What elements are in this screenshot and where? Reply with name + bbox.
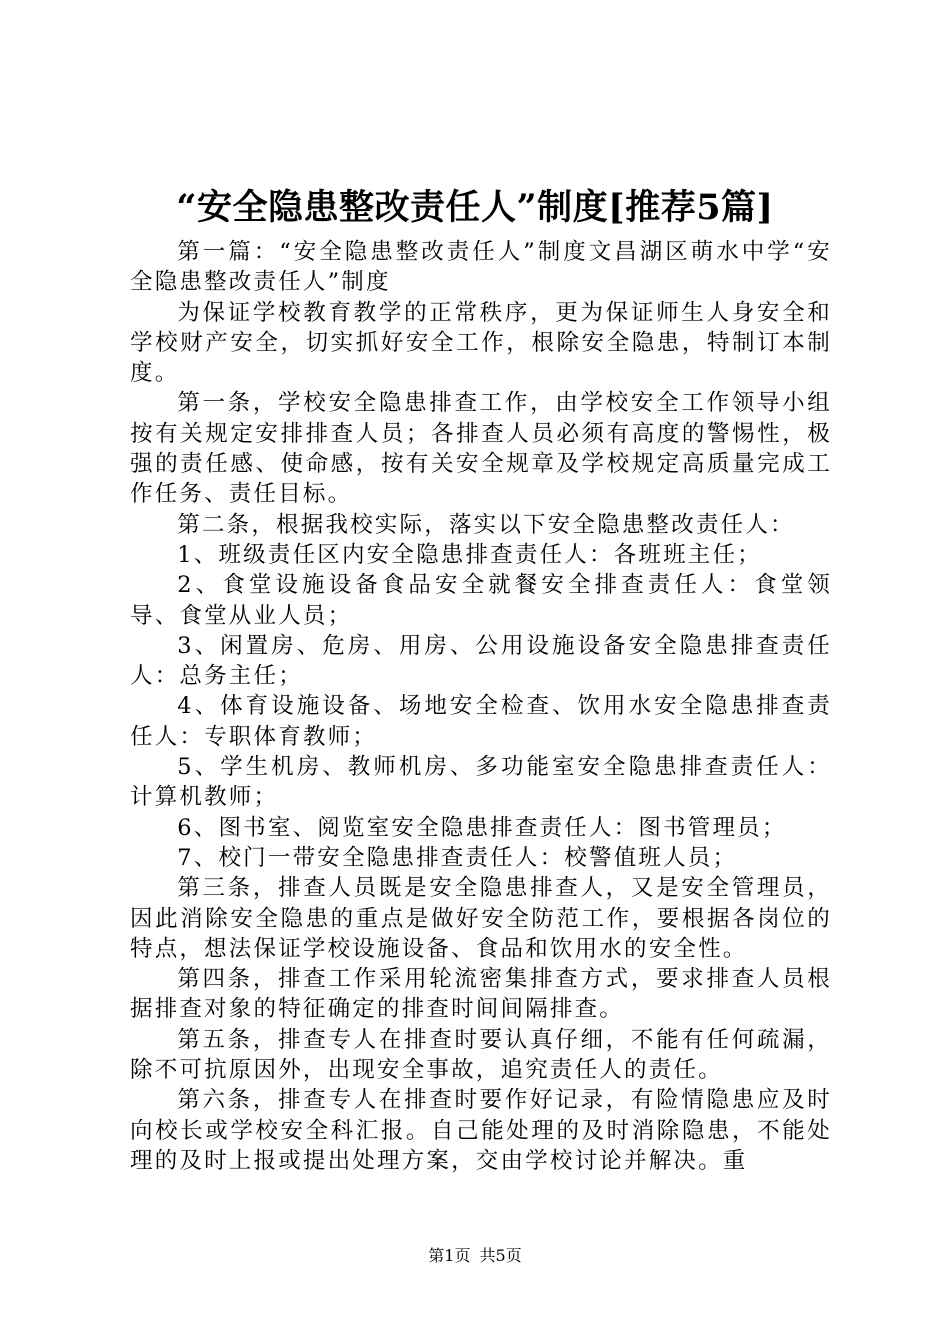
paragraph: 第一条，学校安全隐患排查工作，由学校安全工作领导小组按有关规定安排排查人员；各排查人员必须有高度的警惕性，极强的责任感、使命感，按有关安全规章及学校规定高质量完成工作任务、责任目标。 xyxy=(130,390,832,508)
document-body xyxy=(130,237,832,1176)
paragraph: 4、体育设施设备、场地安全检查、饮用水安全隐患排查责任人：专职体育教师； xyxy=(130,693,832,750)
paragraph: 6、图书室、阅览室安全隐患排查责任人：图书管理员； xyxy=(177,814,787,841)
paragraph: 5、学生机房、教师机房、多功能室安全隐患排查责任人：计算机教师； xyxy=(130,754,832,811)
paragraph: 2、食堂设施设备食品安全就餐安全排查责任人：食堂领导、食堂从业人员； xyxy=(130,572,832,629)
paragraph: 为保证学校教育教学的正常秩序，更为保证师生人身安全和学校财产安全，切实抓好安全工作，根除安全隐患，特制订本制度。 xyxy=(130,299,832,387)
paragraph: 第五条，排查专人在排查时要认真仔细，不能有任何疏漏，除不可抗原因外，出现安全事故，追究责任人的责任。 xyxy=(130,1026,832,1084)
paragraph: 第二条，根据我校实际，落实以下安全隐患整改责任人： xyxy=(177,511,795,538)
page-total: 共5页 xyxy=(479,1246,522,1265)
page-footer xyxy=(0,1245,950,1267)
document-title: “安全隐患整改责任人”制度[推荐5篇] xyxy=(176,187,774,228)
page-number: 第1页 xyxy=(428,1246,471,1265)
paragraph: 第六条，排查专人在排查时要作好记录，有险情隐患应及时向校长或学校安全科汇报。自己能处理的及时消除隐患，不能处理的及时上报或提出处理方案，交由学校讨论并解决。重 xyxy=(130,1087,832,1174)
paragraph: 7、校门一带安全隐患排查责任人：校警值班人员； xyxy=(177,844,738,871)
paragraph: 3、闲置房、危房、用房、公用设施设备安全隐患排查责任人：总务主任； xyxy=(130,632,832,690)
paragraph: 第四条，排查工作采用轮流密集排查方式，要求排查人员根据排查对象的特征确定的排查时间间隔排查。 xyxy=(130,966,832,1023)
paragraph: 第一篇：“安全隐患整改责任人”制度文昌湖区萌水中学“安全隐患整改责任人”制度 xyxy=(130,239,832,296)
paragraph: 第三条，排查人员既是安全隐患排查人，又是安全管理员，因此消除安全隐患的重点是做好安全防范工作，要根据各岗位的特点，想法保证学校设施设备、食品和饮用水的安全性。 xyxy=(130,875,832,962)
paragraph: 1、班级责任区内安全隐患排查责任人：各班班主任； xyxy=(177,541,762,568)
